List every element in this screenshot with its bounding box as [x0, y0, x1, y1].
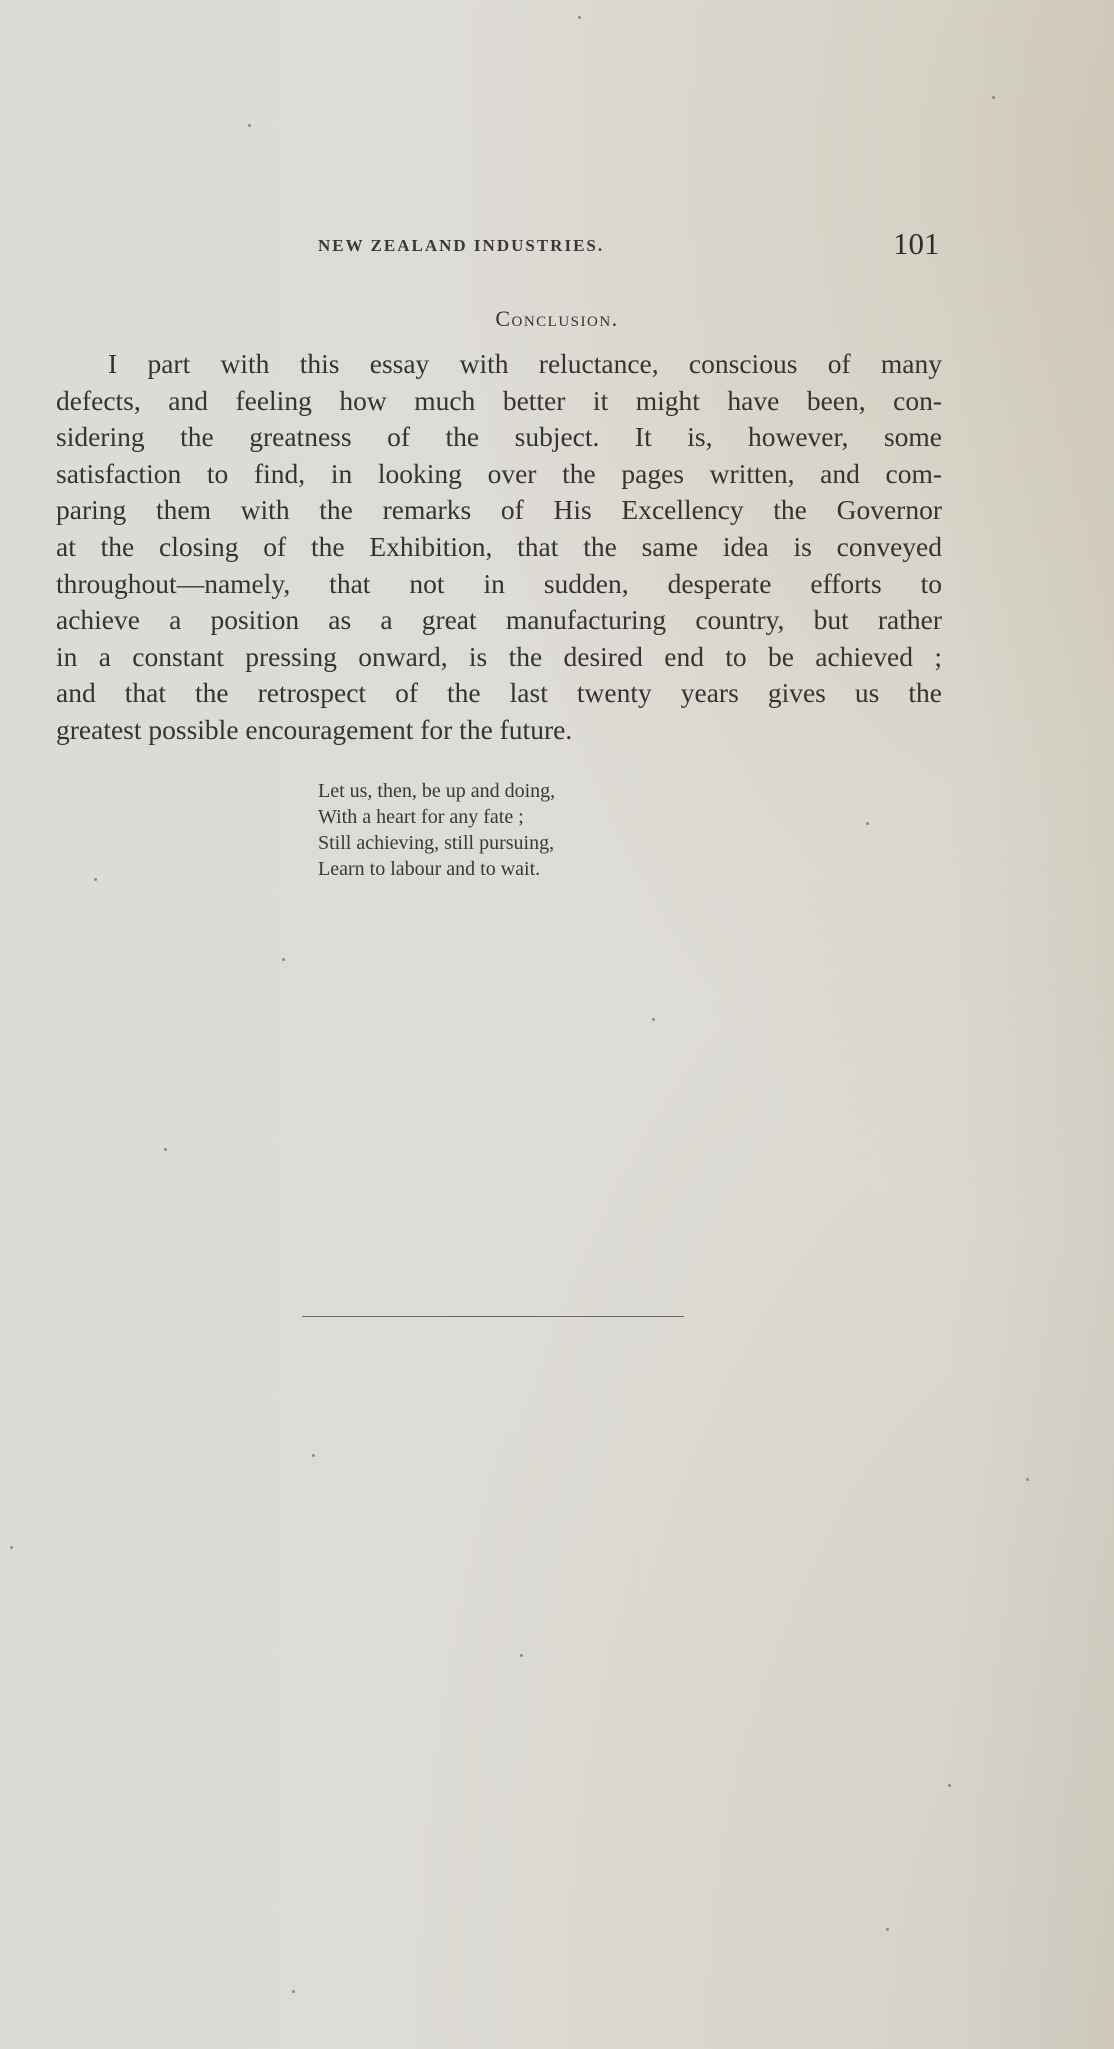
- paper-speck: [312, 1454, 315, 1457]
- paragraph-line: at the closing of the Exhibition, that the same idea is conveyed: [56, 530, 942, 562]
- paragraph-line: throughout—namely, that not in sudden, desperate efforts to: [56, 567, 942, 599]
- paper-speck: [248, 124, 251, 127]
- paper-speck: [282, 958, 285, 961]
- paragraph-line: paring them with the remarks of His Excellency the Governor: [56, 494, 942, 526]
- paper-speck: [520, 1654, 523, 1657]
- section-heading: Conclusion.: [495, 306, 619, 331]
- end-rule: [302, 1316, 684, 1317]
- poem-verse: Still achieving, still pursuing,: [318, 832, 555, 854]
- paragraph-line: sidering the greatness of the subject. It is, however, some: [56, 421, 942, 453]
- poem-verse: Let us, then, be up and doing,: [318, 780, 556, 802]
- paragraph-line: achieve a position as a great manufacturing country, but rather: [56, 604, 942, 636]
- paragraph-line: greatest possible encouragement for the future.: [56, 713, 573, 745]
- running-title: NEW ZEALAND INDUSTRIES.: [318, 236, 605, 255]
- paragraph-line: and that the retrospect of the last twenty years gives us the: [56, 677, 942, 709]
- paper-speck: [578, 16, 581, 19]
- poem-quotation: [318, 778, 555, 882]
- paper-speck: [10, 1546, 13, 1549]
- paper-speck: [992, 96, 995, 99]
- paragraph-line: I part with this essay with reluctance, conscious of many: [108, 348, 942, 379]
- paper-speck: [948, 1784, 951, 1787]
- conclusion-paragraph: [56, 346, 942, 749]
- paper-speck: [1026, 1478, 1029, 1481]
- paper-speck: [292, 1990, 295, 1993]
- paragraph-line: defects, and feeling how much better it might have been, con-: [56, 384, 942, 416]
- paper-speck: [652, 1018, 655, 1021]
- page-number: 101: [893, 226, 940, 261]
- paper-speck: [886, 1928, 889, 1931]
- paragraph-line: in a constant pressing onward, is the desired end to be achieved ;: [56, 640, 942, 672]
- paragraph-line: satisfaction to find, in looking over the pages written, and com-: [56, 457, 942, 489]
- paper-speck: [866, 822, 869, 825]
- paper-speck: [164, 1148, 167, 1151]
- poem-verse: Learn to labour and to wait.: [318, 858, 541, 880]
- paper-speck: [94, 878, 97, 881]
- poem-verse: With a heart for any fate ;: [318, 806, 524, 828]
